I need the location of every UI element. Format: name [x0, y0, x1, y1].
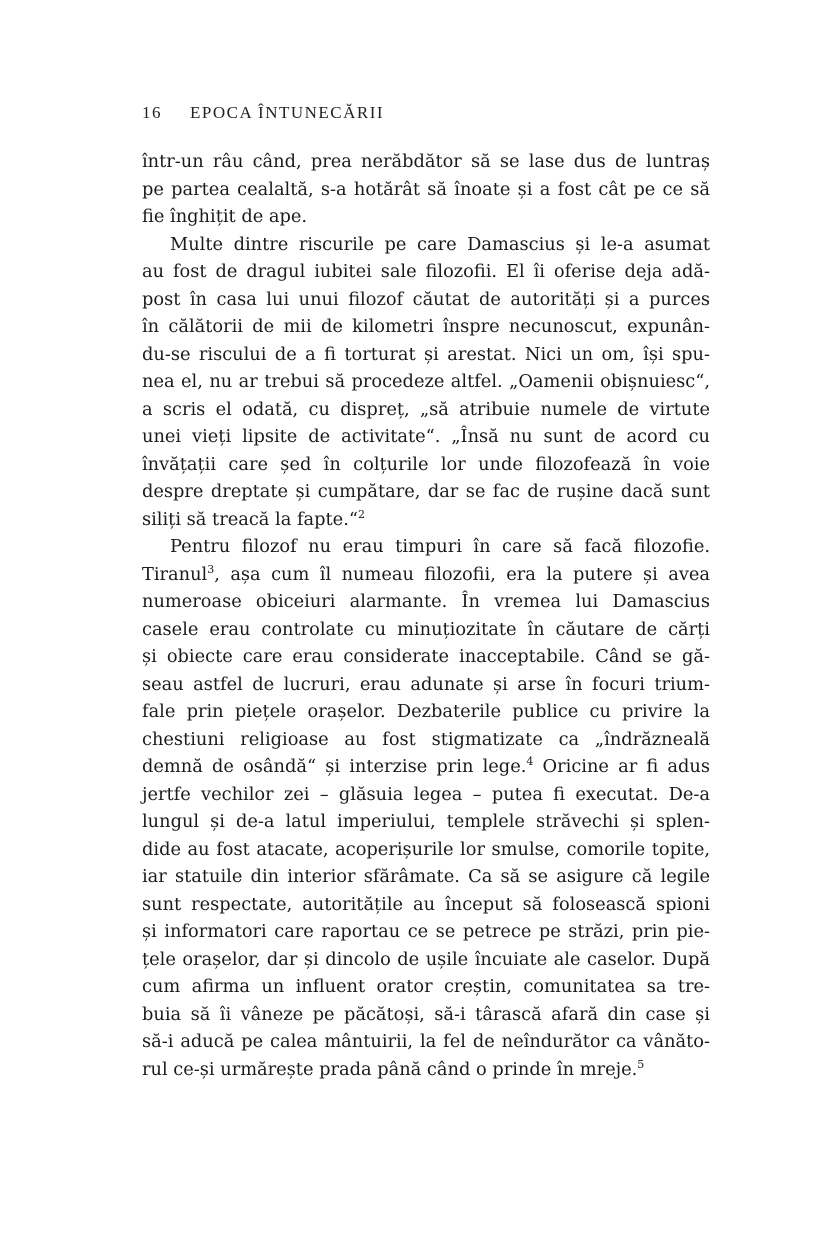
line-text: chestiuni religioase au fost stigmatizate ca „îndrăzneală [142, 728, 710, 750]
line-text: pe partea cealaltă, s-a hotărât să înoate și a fost cât pe ce să [142, 178, 710, 200]
text-line [142, 918, 710, 946]
line-text: sunt respectate, autoritățile au început să folosească spioni [142, 893, 710, 915]
footnote-marker[interactable]: 4 [526, 755, 534, 768]
text-line [142, 368, 710, 396]
text-line [142, 313, 710, 341]
paragraph [142, 148, 710, 231]
text-line [142, 286, 710, 314]
text-line [142, 973, 710, 1001]
line-text: în călătorii de mii de kilometri înspre necunoscut, expunân- [142, 316, 710, 337]
line-text: fale prin piețele orașelor. Dezbaterile publice cu privire la [142, 701, 710, 722]
line-text: despre dreptate și cumpătare, dar se fac de rușine dacă sunt [142, 481, 710, 502]
text-line [142, 423, 710, 451]
running-title: EPOCA ÎNTUNECĂRII [190, 103, 385, 122]
line-text: casele erau controlate cu minuțiozitate în căutare de cărți [142, 618, 710, 640]
line-text: au fost de dragul iubitei sale filozofii. El îi oferise deja adă- [142, 261, 710, 282]
line-text: să-i aducă pe calea mântuirii, la fel de neîndurător ca vânăto- [142, 1031, 710, 1052]
paragraph [142, 533, 710, 1083]
footnote-marker[interactable]: 5 [637, 1057, 645, 1071]
line-text: iar statuile din interior sfărâmate. Ca să se asigure că legile [142, 866, 710, 887]
line-text: învățații care șed în colțurile lor unde filozofează în voie [142, 453, 710, 475]
text-line [142, 478, 710, 506]
line-text: du-se riscului de a fi torturat și arestat. Nici un om, își spu- [142, 343, 710, 365]
text-line [142, 1028, 710, 1056]
text-line [142, 561, 710, 589]
text-line [142, 451, 710, 479]
text-line [142, 148, 710, 176]
line-text: Multe dintre riscurile pe care Damascius și le-a asumat [170, 233, 710, 255]
line-text: rul ce-și urmărește prada până când o prinde în mreje. [142, 1058, 638, 1080]
text-line [142, 203, 710, 231]
line-text: numeroase obiceiuri alarmante. În vremea lui Damascius [142, 591, 710, 612]
line-text: fie înghițit de ape. [142, 206, 308, 227]
line-text: buia să îi vâneze pe păcătoși, să-i târască afară din case și [142, 1003, 710, 1025]
line-text: demnă de osândă“ și interzise prin lege. [142, 756, 527, 777]
text-line [142, 533, 710, 561]
text-line [142, 1001, 710, 1029]
line-text: într-un râu când, prea nerăbdător să se lase dus de luntraș [142, 151, 710, 172]
line-text: Pentru filozof nu erau timpuri în care să facă filozofie. [170, 536, 710, 557]
footnote-marker[interactable]: 3 [207, 562, 215, 576]
line-text: și obiecte care erau considerate inacceptabile. Când se gă- [142, 646, 710, 667]
page-number: 16 [142, 103, 162, 122]
text-line [142, 396, 710, 424]
text-line [142, 643, 710, 671]
text-line [142, 588, 710, 616]
paragraph [142, 231, 710, 534]
line-text: Tiranul [142, 563, 208, 585]
line-text-continued: Oricine ar fi adus [533, 756, 710, 777]
line-text: cum afirma un influent orator creștin, comunitatea sa tre- [142, 976, 710, 997]
text-line [142, 753, 710, 781]
text-line [142, 808, 710, 836]
text-line [142, 671, 710, 699]
line-text: seau astfel de lucruri, erau adunate și arse în focuri trium- [142, 673, 710, 695]
text-line [142, 726, 710, 754]
line-text: a scris el odată, cu dispreț, „să atribuie numele de virtute [142, 398, 710, 420]
line-text-continued: , așa cum îl numeau filozofii, era la putere și avea [214, 563, 710, 585]
text-line [142, 891, 710, 919]
text-line [142, 698, 710, 726]
line-text: siliți să treacă la fapte.“ [142, 508, 358, 530]
text-line [142, 341, 710, 369]
line-text: țele orașelor, dar și dincolo de ușile încuiate ale caselor. După [142, 948, 710, 970]
line-text: nea el, nu ar trebui să procedeze altfel. „Oamenii obișnuiesc“, [142, 371, 710, 392]
text-line [142, 781, 710, 809]
body-text [142, 148, 710, 1083]
text-line [142, 176, 710, 204]
text-line [142, 946, 710, 974]
text-line [142, 258, 710, 286]
text-line [142, 506, 710, 534]
line-text: dide au fost atacate, acoperișurile lor smulse, comorile topite, [142, 838, 710, 860]
text-line [142, 836, 710, 864]
text-line [142, 231, 710, 259]
text-line [142, 863, 710, 891]
line-text: unei vieți lipsite de activitate“. „Însă nu sunt de acord cu [142, 426, 710, 447]
text-line [142, 1056, 710, 1084]
line-text: post în casa lui unui filozof căutat de autorități și a purces [142, 288, 710, 310]
line-text: jertfe vechilor zei – glăsuia legea – putea fi executat. De-a [142, 783, 710, 805]
footnote-marker[interactable]: 2 [357, 507, 365, 521]
line-text: lungul și de-a latul imperiului, templele străvechi și splen- [142, 811, 710, 832]
text-line [142, 616, 710, 644]
running-header [142, 103, 384, 123]
line-text: și informatori care raportau ce se petrece pe străzi, prin pie- [142, 921, 710, 942]
